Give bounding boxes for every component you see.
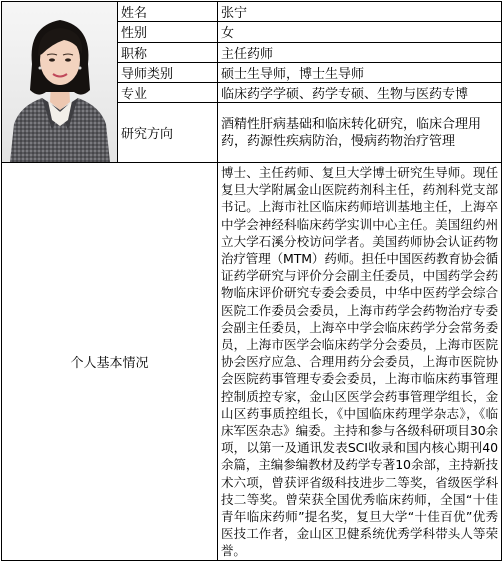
photo-cell: [2, 2, 118, 163]
bio-text: 博士、主任药师、复旦大学博士研究生导师。现任复旦大学附属金山医院药剂科主任，药剂科党支部书记。上海市社区临床药师培训基地主任，上海卒中学会神经科临床药学实训中心主任。美国纽约州立大学石溪分校访问学者。美国药师协会认证药物治疗管理（MTM）药师。担任中国医药教育协会循证药学研究与评价分会副主任委员，中国药学会药物临床评价研究专委会委员，中华中医药学会综合医院工作委员会委员，上海市药学会药物治疗专委会副主任委员，上海卒中学会临床药学分会常务委员，上海市医学会临床药学分会委员，上海市医院协会医疗应急、合理用药分会委员，上海市医院协会医院药事管理专委会委员，上海市临床药事管理控制质控专家，金山区医学会药事管理学组长，金山区药事质控组长，《中国临床药理学杂志》，《临床军医杂志》编委。主持和参与各级科研项目30余项，以第一及通讯发表SCI收录和国内核心期刊40余篇，主编参编教材及药学专著10余部，主持新技术六项，曾获评省级科技进步二等奖，省级医学科技二等奖。曾荣获全国优秀临床药师，全国“十佳青年临床药师”提名奖，复旦大学“十佳百优”优秀医技工作者，金山区卫健系统优秀学科带头人等荣誉。: [218, 163, 502, 561]
value-major: 临床药学学硕、药学专硕、生物与医药专博: [218, 83, 502, 103]
value-supervisor-type: 硕士生导师，博士生导师: [218, 62, 502, 82]
profile-table: [1, 1, 502, 561]
row-name: [2, 2, 502, 22]
value-research: 酒精性肝病基础和临床转化研究，临床合理用药，药源性疾病防治，慢病药物治疗管理: [218, 103, 502, 163]
value-gender: 女: [218, 22, 502, 42]
row-bio: [2, 163, 502, 561]
label-title: 职称: [118, 42, 218, 62]
portrait-photo: [2, 2, 118, 162]
value-title: 主任药师: [218, 42, 502, 62]
label-name: 姓名: [118, 2, 218, 22]
label-bio: 个人基本情况: [2, 163, 218, 561]
value-name: 张宁: [218, 2, 502, 22]
profile-sheet: [1, 1, 501, 559]
label-major: 专业: [118, 83, 218, 103]
label-supervisor-type: 导师类别: [118, 62, 218, 82]
label-research: 研究方向: [118, 103, 218, 163]
label-gender: 性别: [118, 22, 218, 42]
